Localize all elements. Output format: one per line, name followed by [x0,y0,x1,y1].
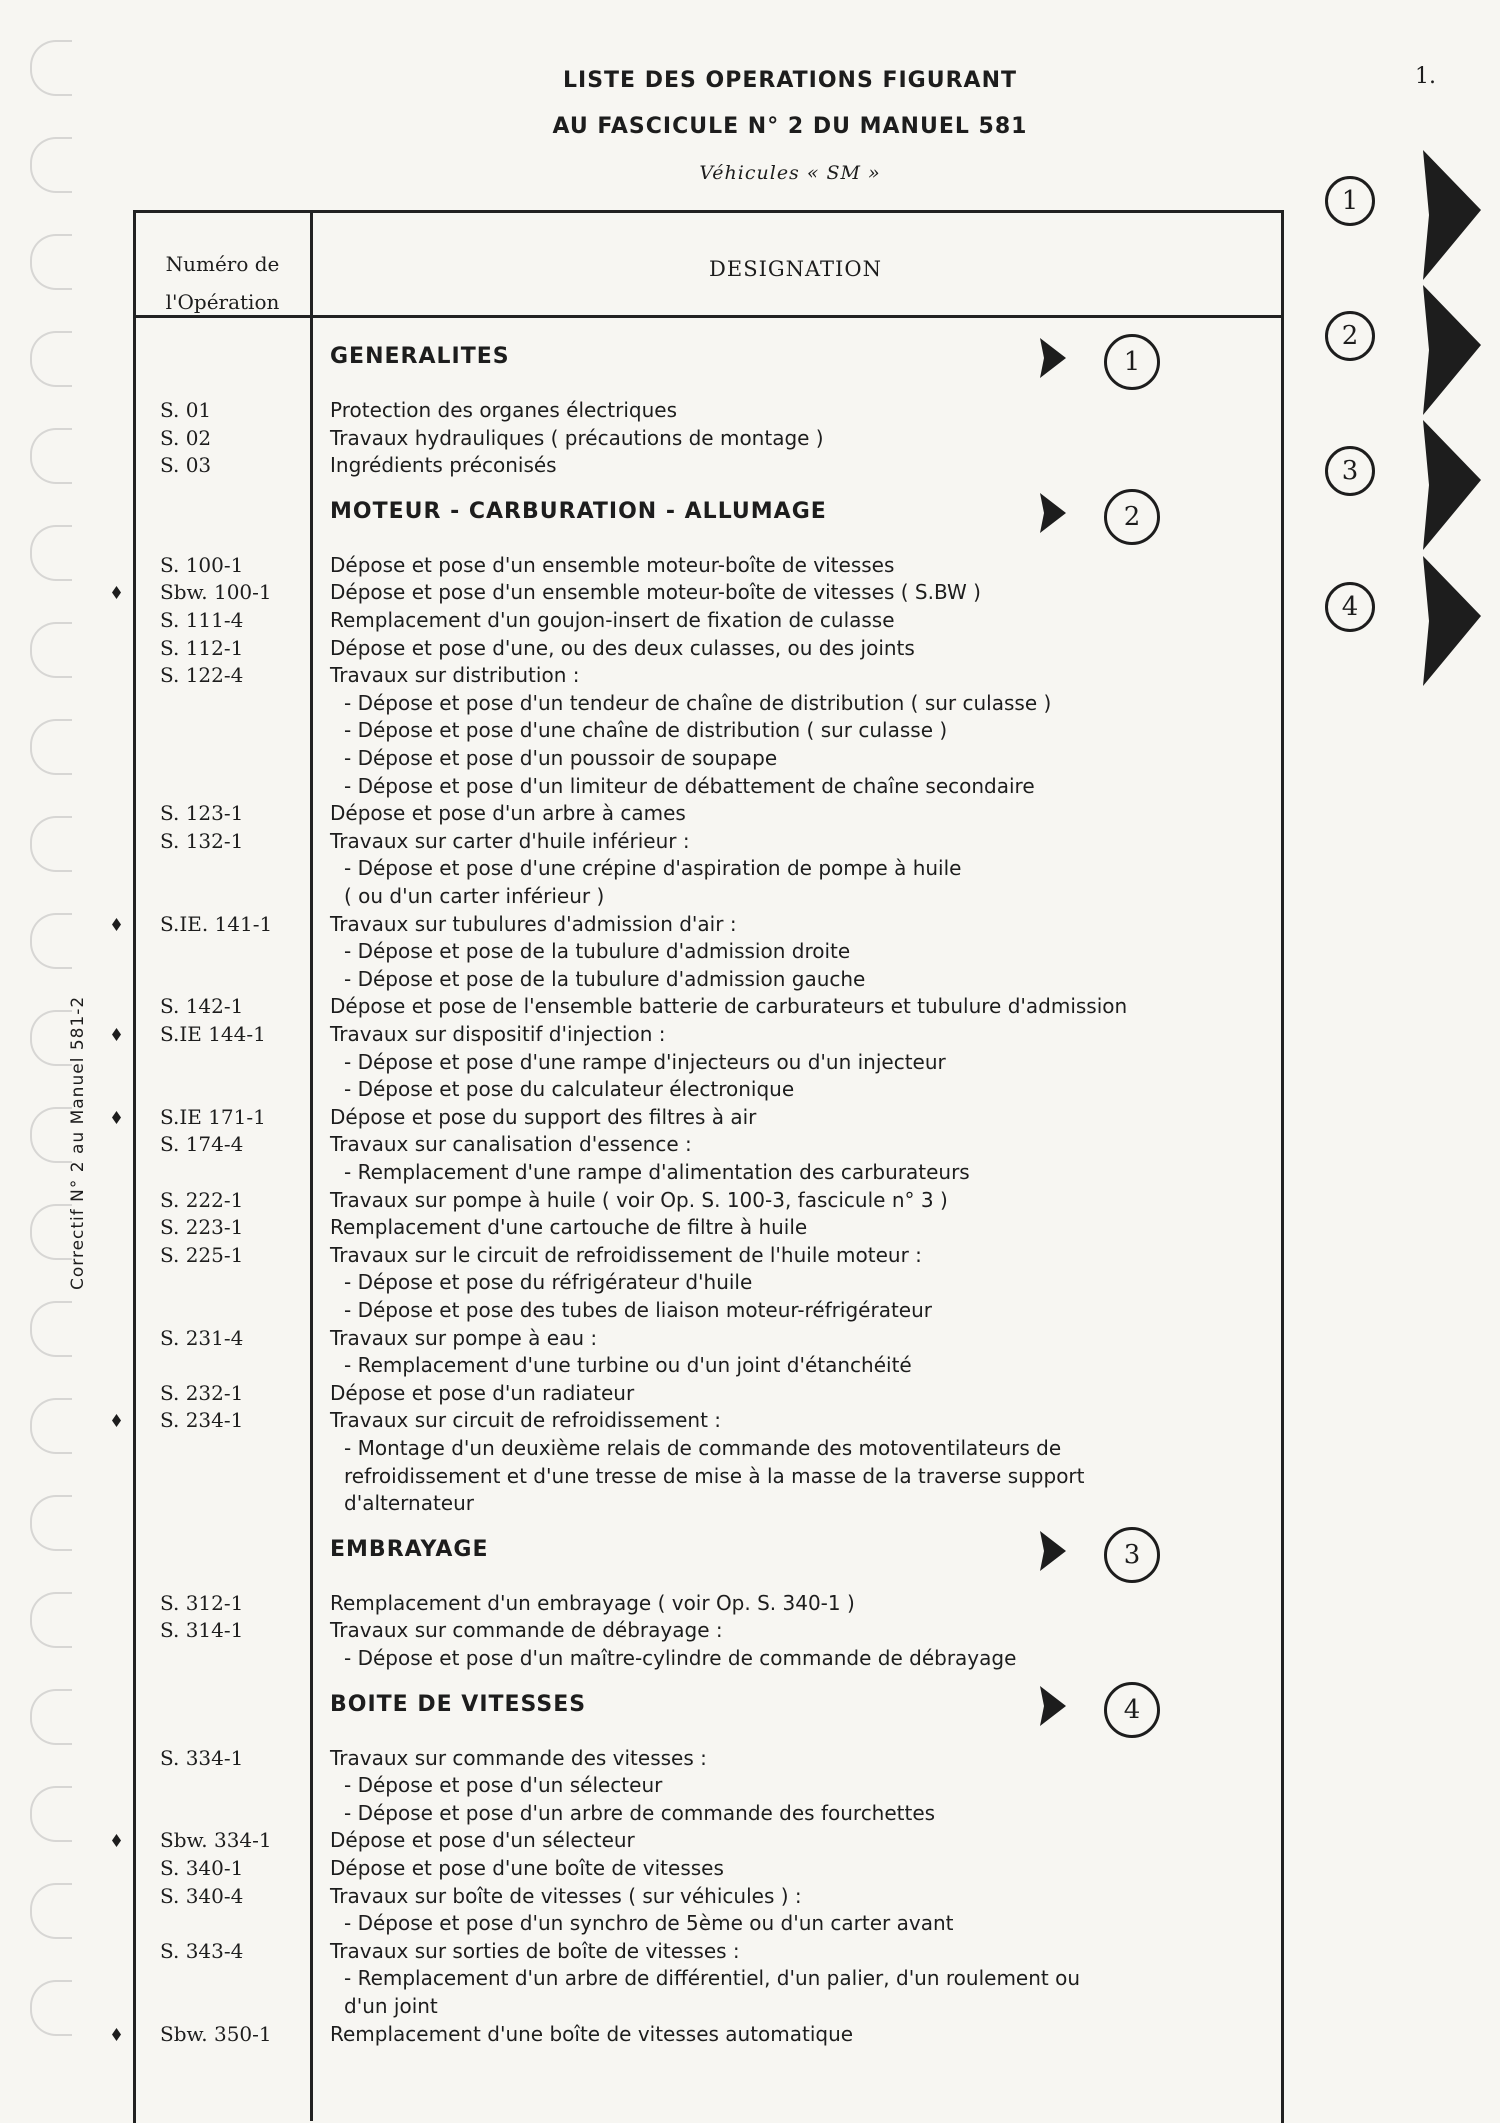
operation-number: S. 100-1 [160,552,244,577]
operation-sub-item: - Dépose et pose de la tubulure d'admission droite [344,939,851,964]
binder-hole [30,1592,72,1648]
column-header-designation: DESIGNATION [709,257,882,281]
circled-number: 3 [1104,1527,1160,1583]
operation-number: S. 312-1 [160,1590,244,1615]
operation-designation: Travaux sur pompe à huile ( voir Op. S. 100-3, fascicule n° 3 ) [330,1187,948,1212]
operation-sub-item: - Dépose et pose d'un arbre de commande des fourchettes [344,1800,936,1825]
binder-hole [30,913,72,969]
operation-sub-item: - Dépose et pose d'un synchro de 5ème ou d'un carter avant [344,1911,954,1936]
operation-number: S. 314-1 [160,1618,244,1643]
section-marker [1038,1676,1158,1736]
document-subtitle: Véhicules « SM » [699,162,881,184]
column-header-num-line-2: l'Opération [165,290,280,314]
operation-designation: Dépose et pose d'un sélecteur [330,1828,635,1853]
operation-sub-item: - Dépose et pose d'un limiteur de débattement de chaîne secondaire [344,773,1035,798]
operation-number: S. 340-1 [160,1856,244,1880]
operation-number: S. 142-1 [160,994,244,1019]
revision-diamond-icon [112,586,121,599]
binder-hole [30,1107,72,1163]
operation-designation: Travaux sur commande de débrayage : [330,1618,723,1643]
right-arrow-icon [1417,285,1481,415]
circled-number: 4 [1325,582,1375,632]
binder-hole [30,1495,72,1551]
circled-number: 1 [1325,176,1375,226]
operation-sub-item: - Dépose et pose d'un tendeur de chaîne de distribution ( sur culasse ) [344,690,1052,715]
operation-sub-item: - Dépose et pose d'un maître-cylindre de commande de débrayage [344,1646,1017,1670]
operation-sub-item: - Dépose et pose du calculateur électronique [344,1077,795,1102]
header-rule [133,315,1281,318]
operation-number: Sbw. 334-1 [160,1828,272,1853]
operation-number: S. 01 [160,398,212,422]
margin-marker-3 [1325,420,1485,550]
operation-designation: Dépose et pose d'un ensemble moteur-boîte de vitesses [330,552,895,577]
arrow-icon [1038,493,1066,533]
revision-diamond-icon [112,2028,121,2041]
binder-hole [30,331,72,387]
binder-hole [30,525,72,581]
operation-designation: Dépose et pose d'une, ou des deux culasses, ou des joints [330,635,915,660]
operation-designation: Remplacement d'un goujon-insert de fixation de culasse [330,608,895,632]
operation-designation: Travaux hydrauliques ( précautions de montage ) [330,425,824,450]
binder-hole [30,1398,72,1454]
operation-sub-item: - Dépose et pose d'un sélecteur [344,1773,663,1798]
operation-sub-item: ( ou d'un carter inférieur ) [344,884,605,908]
operation-designation: Dépose et pose d'un arbre à cames [330,801,686,826]
operation-sub-item: - Dépose et pose de la tubulure d'admission gauche [344,966,866,991]
operation-number: S. 343-4 [160,1938,244,1963]
margin-marker-4 [1325,556,1485,686]
operation-designation: Dépose et pose d'un radiateur [330,1380,635,1405]
operation-number: S. 112-1 [160,635,244,660]
operation-designation: Remplacement d'une boîte de vitesses automatique [330,2021,854,2046]
operation-number: S. 340-4 [160,1883,244,1908]
operation-sub-item: - Dépose et pose d'un poussoir de soupape [344,746,778,770]
binder-hole [30,1204,72,1260]
operation-designation: Travaux sur carter d'huile inférieur : [330,828,690,853]
section-marker [1038,483,1158,543]
operation-designation: Travaux sur tubulures d'admission d'air : [330,911,737,936]
operation-designation: Travaux sur circuit de refroidissement : [330,1408,722,1433]
column-header-operation-number [140,245,305,321]
operation-designation: Remplacement d'un embrayage ( voir Op. S. 340-1 ) [330,1590,855,1615]
operation-number: S. 03 [160,453,212,478]
operation-number: S.IE. 141-1 [160,911,273,936]
operation-sub-item: - Dépose et pose d'une rampe d'injecteurs ou d'un injecteur [344,1049,946,1074]
revision-diamond-icon [112,1028,121,1041]
operation-number: S. 334-1 [160,1745,244,1770]
operation-designation: Travaux sur le circuit de refroidissement de l'huile moteur : [330,1242,922,1267]
operation-designation: Remplacement d'une cartouche de filtre à huile [330,1215,808,1240]
revision-diamond-icon [112,1414,121,1427]
operation-sub-item: - Montage d'un deuxième relais de commande des motoventilateurs de [344,1436,1062,1460]
operation-number: S. 232-1 [160,1380,244,1405]
operation-designation: Travaux sur sorties de boîte de vitesses : [330,1938,740,1963]
binder-hole [30,1980,72,2036]
operation-number: S. 231-4 [160,1325,244,1350]
operation-designation: Dépose et pose d'une boîte de vitesses [330,1856,724,1880]
document-title-line-2: AU FASCICULE N° 2 DU MANUEL 581 [552,114,1028,139]
operation-sub-item: - Dépose et pose d'une chaîne de distribution ( sur culasse ) [344,718,948,743]
binder-hole [30,234,72,290]
binder-hole [30,622,72,678]
operation-number: S. 225-1 [160,1242,244,1267]
operation-number: S. 234-1 [160,1408,244,1433]
column-header-num-line-1: Numéro de [165,252,280,276]
operation-number: Sbw. 100-1 [160,580,272,605]
circled-number: 2 [1325,311,1375,361]
operation-sub-item: - Dépose et pose d'une crépine d'aspiration de pompe à huile [344,856,962,881]
binder-hole [30,428,72,484]
revision-diamond-icon [112,1834,121,1847]
operation-designation: Dépose et pose de l'ensemble batterie de carburateurs et tubulure d'admission [330,994,1128,1019]
arrow-icon [1038,1686,1066,1726]
circled-number: 3 [1325,446,1375,496]
operation-number: Sbw. 350-1 [160,2021,272,2046]
binder-hole [30,719,72,775]
operation-number: S. 111-4 [160,608,244,632]
operation-designation: Dépose et pose du support des filtres à air [330,1104,757,1129]
operation-number: S. 02 [160,425,212,450]
arrow-icon [1038,338,1066,378]
operation-number: S. 132-1 [160,828,244,853]
operation-designation: Travaux sur pompe à eau : [330,1325,598,1350]
operation-designation: Dépose et pose d'un ensemble moteur-boîte de vitesses ( S.BW ) [330,580,981,605]
margin-marker-2 [1325,285,1485,415]
binder-hole [30,816,72,872]
circled-number: 4 [1104,1682,1160,1738]
margin-marker-1 [1325,150,1485,280]
section-heading: EMBRAYAGE [330,1536,489,1562]
right-arrow-icon [1417,556,1481,686]
document-title-line-1: LISTE DES OPERATIONS FIGURANT [563,68,1017,93]
operation-designation: Travaux sur boîte de vitesses ( sur véhicules ) : [330,1883,802,1908]
section-marker [1038,1521,1158,1581]
operation-sub-item: refroidissement et d'une tresse de mise à la masse de la traverse support [344,1463,1085,1488]
operation-sub-item: d'alternateur [344,1491,474,1516]
section-heading: MOTEUR - CARBURATION - ALLUMAGE [330,498,827,524]
operation-designation: Ingrédients préconisés [330,453,557,478]
section-marker [1038,328,1158,388]
operation-number: S.IE 144-1 [160,1022,266,1046]
circled-number: 2 [1104,489,1160,545]
operation-sub-item: - Remplacement d'un arbre de différentiel, d'un palier, d'un roulement ou [344,1966,1081,1991]
operation-sub-item: d'un joint [344,1994,438,2018]
operation-designation: Protection des organes électriques [330,398,678,422]
operation-number: S. 174-4 [160,1132,244,1157]
operation-sub-item: - Dépose et pose du réfrigérateur d'huile [344,1270,753,1295]
binder-hole [30,1786,72,1842]
operation-number: S. 222-1 [160,1187,244,1212]
binder-hole [30,1010,72,1066]
revision-diamond-icon [112,1111,121,1124]
side-correction-label: Correctif N° 2 au Manuel 581-2 [68,995,88,1290]
right-arrow-icon [1417,150,1481,280]
operation-sub-item: - Remplacement d'une turbine ou d'un joint d'étanchéité [344,1353,912,1378]
arrow-icon [1038,1531,1066,1571]
operation-sub-item: - Dépose et pose des tubes de liaison moteur-réfrigérateur [344,1298,932,1322]
circled-number: 1 [1104,334,1160,390]
operation-number: S. 223-1 [160,1215,244,1240]
operation-sub-item: - Remplacement d'une rampe d'alimentation des carburateurs [344,1160,970,1184]
operation-designation: Travaux sur dispositif d'injection : [330,1022,666,1046]
operation-number: S. 123-1 [160,801,244,826]
page-number: 1. [1415,64,1436,89]
revision-diamond-icon [112,918,121,931]
operation-designation: Travaux sur canalisation d'essence : [330,1132,692,1157]
column-divider [310,210,313,2121]
section-heading: GENERALITES [330,344,510,369]
operation-designation: Travaux sur distribution : [330,663,580,688]
operation-designation: Travaux sur commande des vitesses : [330,1745,707,1770]
binder-hole [30,1689,72,1745]
binder-hole [30,1883,72,1939]
operation-number: S.IE 171-1 [160,1104,266,1129]
binder-hole [30,1301,72,1357]
operation-number: S. 122-4 [160,663,244,688]
right-arrow-icon [1417,420,1481,550]
section-heading: BOITE DE VITESSES [330,1691,587,1717]
